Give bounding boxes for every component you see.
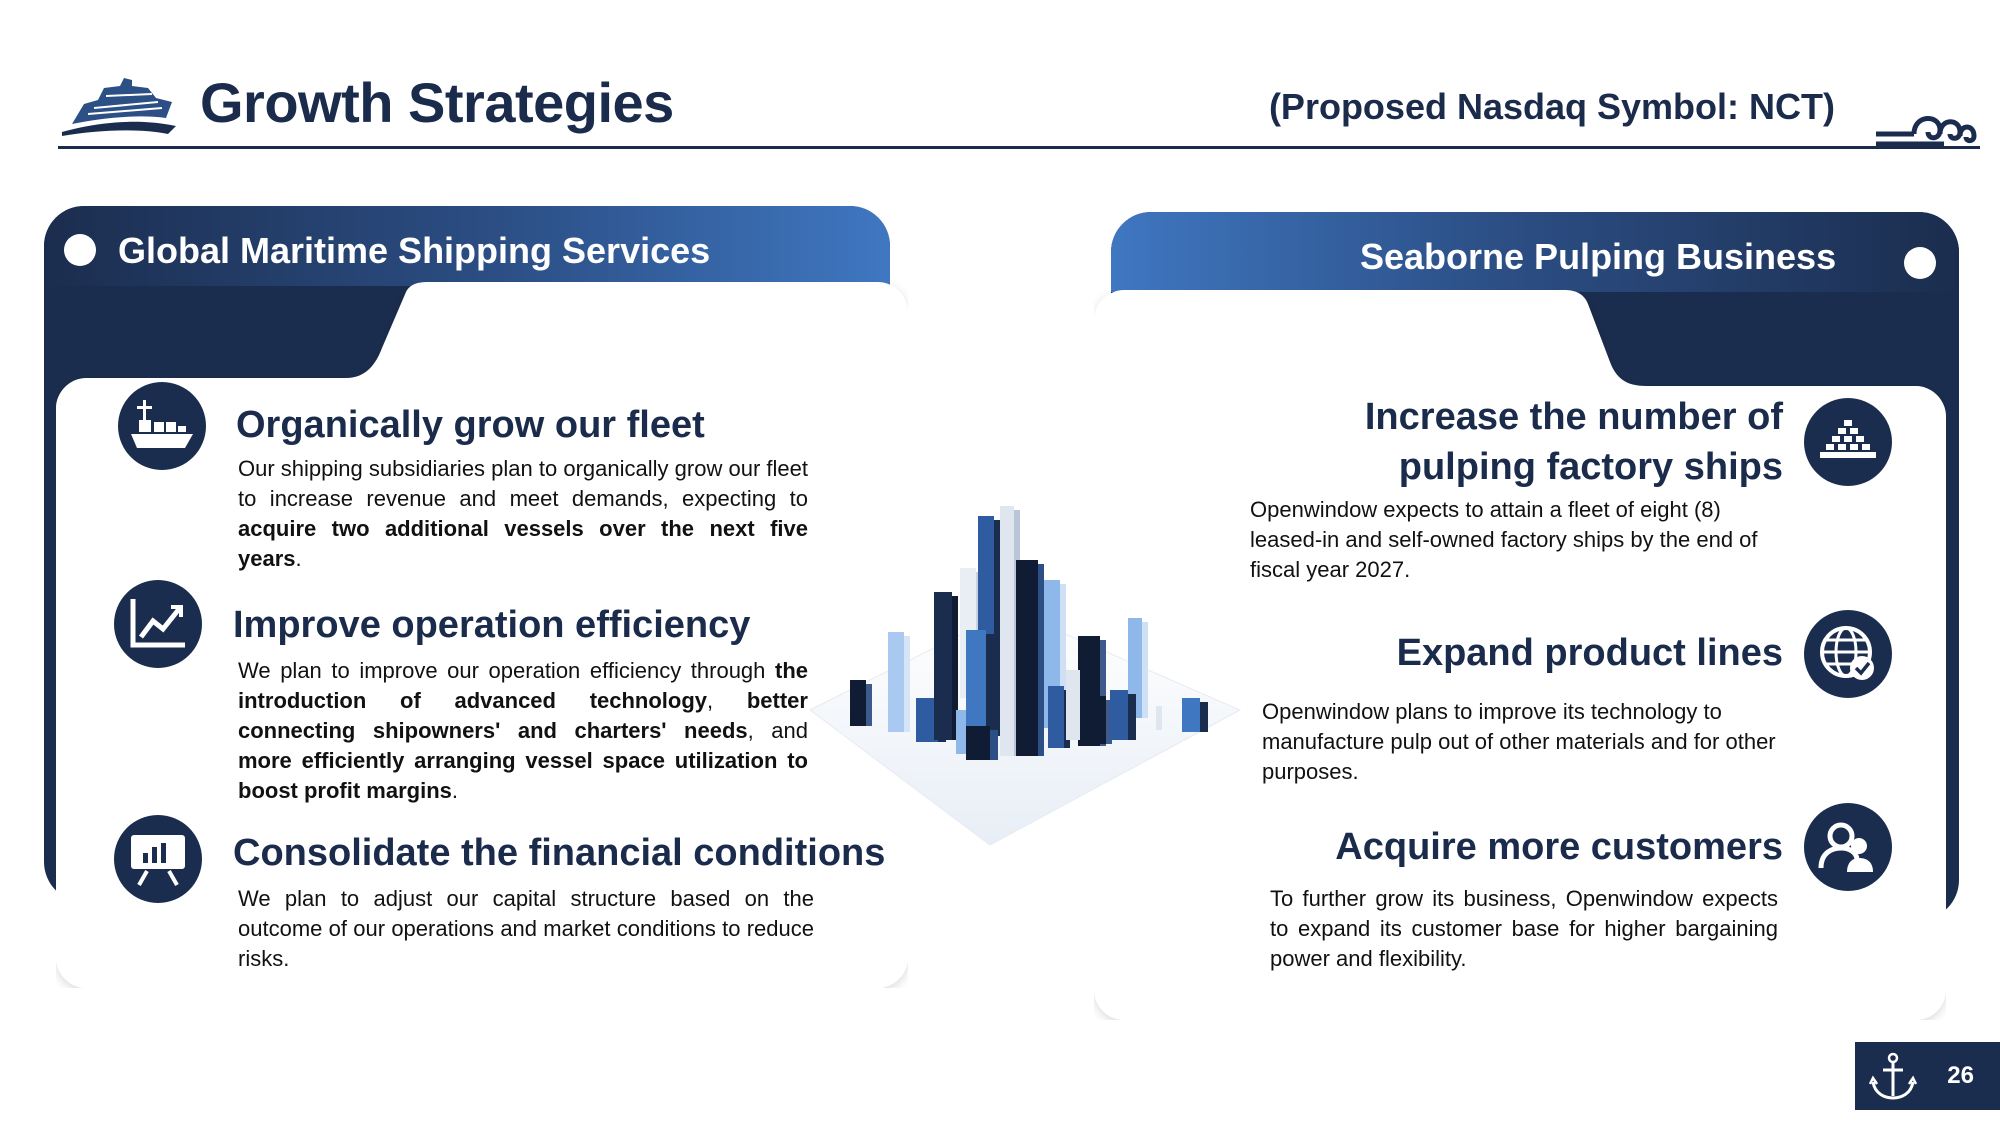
isometric-city-illustration (790, 500, 1260, 860)
logo-icon (58, 74, 178, 140)
building (1090, 696, 1112, 744)
building (966, 726, 998, 760)
right-panel-heading: Seaborne Pulping Business (1360, 236, 1837, 277)
header-divider (58, 146, 1980, 149)
item-title-operation-efficiency: Improve operation efficiency (233, 604, 751, 646)
item-title-pulping-ships-line1: Increase the number of (1364, 396, 1783, 438)
item-text-pulping-ships: Openwindow expects to attain a fleet of eight (8) leased-in and self-owned factory ships by the end of fiscal year 2027. (1250, 497, 1758, 582)
nasdaq-symbol: (Proposed Nasdaq Symbol: NCT) (1268, 86, 1835, 127)
cargo-ship-icon (118, 382, 206, 470)
item-title-grow-fleet: Organically grow our fleet (236, 404, 705, 446)
growth-chart-icon (114, 580, 202, 668)
item-text-product-lines: Openwindow plans to improve its technology to manufacture pulp out of other materials and for other purposes. (1262, 699, 1776, 784)
right-panel-bullet (1904, 247, 1936, 279)
building (1110, 690, 1136, 740)
item-title-pulping-ships-line2: pulping factory ships (1398, 446, 1783, 488)
left-panel-bullet (64, 234, 96, 266)
page-number-badge (1855, 1042, 2000, 1110)
item-text-grow-fleet: Our shipping subsidiaries plan to organically grow our fleet to increase revenue and meet demands, expecting to acquire two additional vessels over the next five years. (238, 456, 808, 571)
page-title: Growth Strategies (200, 71, 674, 134)
item-text-financial-conditions: We plan to adjust our capital structure based on the outcome of our operations and market conditions to reduce risks. (238, 886, 814, 971)
building (1066, 670, 1080, 740)
item-title-product-lines: Expand product lines (1396, 632, 1783, 674)
item-text-more-customers: To further grow its business, Openwindow expects to expand its customer base for higher bargaining power and flexibility. (1270, 886, 1778, 971)
building (888, 632, 910, 732)
item-title-financial-conditions: Consolidate the financial conditions (233, 832, 886, 874)
left-panel-heading: Global Maritime Shipping Services (118, 230, 711, 271)
anchor-icon (1869, 1052, 1917, 1102)
item-title-more-customers: Acquire more customers (1335, 826, 1783, 868)
page-number: 26 (1947, 1062, 1974, 1089)
customers-icon (1804, 803, 1892, 891)
globe-check-icon (1804, 610, 1892, 698)
item-text-operation-efficiency: We plan to improve our operation efficiency through the introduction of advanced technology, better connecting shipowners' and charters' needs, and more efficiently arranging vessel space utilization to boost profit margins. (238, 658, 808, 803)
building (934, 592, 958, 740)
presentation-board-icon (114, 815, 202, 903)
wave-icon (1874, 104, 1978, 152)
building (1016, 560, 1044, 756)
building (850, 680, 872, 726)
stacked-bricks-icon (1804, 398, 1892, 486)
building (1182, 698, 1208, 732)
building (1156, 706, 1162, 730)
